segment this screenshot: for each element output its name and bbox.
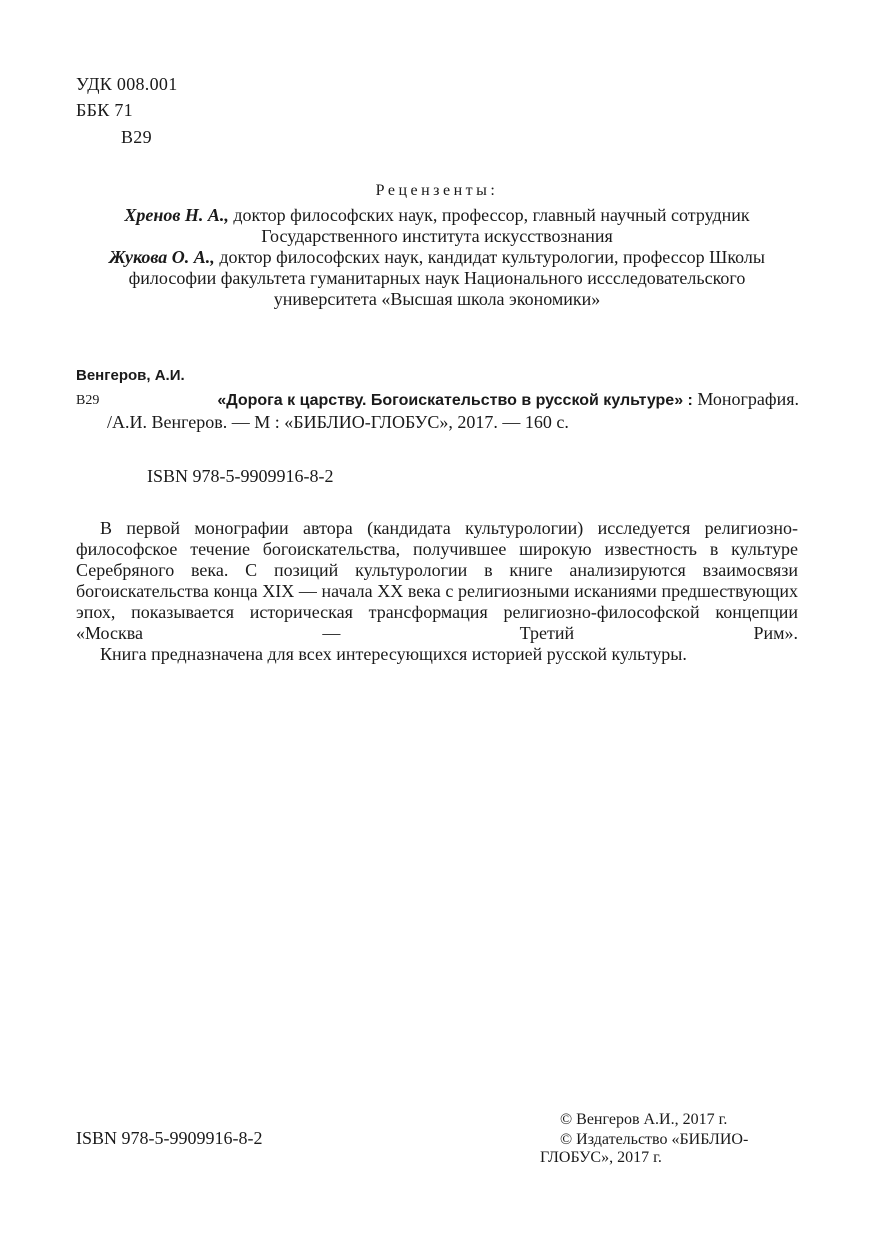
reviewer-1 [76,205,798,226]
reviewer-2-affiliation-2: университета «Высшая школа экономики» [273,289,601,309]
bib-type: Монография. [692,389,799,409]
bib-isbn: ISBN 978-5-9909916-8-2 [147,466,334,486]
bib-title-line [135,389,799,410]
reviewer-1-affiliation: Государственного института искусствознания [261,226,613,246]
author-mark: В29 [121,127,152,147]
abstract-paragraph-1: В первой монографии автора (кандидата культурологии) исследуется религиозно-философское течение богоискательства, получившее широкую известность в культуре Серебряного века. С позиций культурологии в книге анализируются взаимосвязи богоискательства конца XIX — начала XX века с религиозными исканиями предшествующих эпох, показывается историческая трансформация религиозно-философской концепции «Москва — Третий Рим». [76,518,798,643]
footer-isbn: ISBN 978-5-9909916-8-2 [76,1128,263,1148]
reviewer-2-affiliation-1: философии факультета гуманитарных наук Национального иссследовательского [128,268,746,288]
reviewers-block [76,180,798,310]
udk-code: УДК 008.001 [76,74,178,94]
bib-code: В29 [76,393,100,408]
abstract-paragraph-2: Книга предназначена для всех интересующихся историей русской культуры. [100,644,687,664]
abstract [76,518,798,665]
bbk-code: ББК 71 [76,100,133,120]
bib-title: «Дорога к царству. Богоискательство в русской культуре» : [217,392,693,409]
reviewer-1-name: Хренов Н. А., [124,205,229,225]
reviewer-2-name: Жукова О. А., [108,247,215,267]
bib-imprint: /А.И. Венгеров. — М : «БИБЛИО-ГЛОБУС», 2017. — 160 с. [107,412,569,432]
copyright-publisher-1: © Издательство «БИБЛИО- [560,1131,749,1148]
copyright-author: © Венгеров А.И., 2017 г. [560,1111,728,1128]
copyright-publisher-2: ГЛОБУС», 2017 г. [540,1149,662,1166]
reviewer-1-credentials: доктор философских наук, профессор, главный научный сотрудник [228,205,750,225]
reviewers-heading: Рецензенты: [375,182,499,199]
reviewer-2 [76,247,798,268]
bib-author: Венгеров, А.И. [76,367,185,384]
reviewer-2-credentials: доктор философских наук, кандидат культурологии, профессор Школы [214,247,766,267]
